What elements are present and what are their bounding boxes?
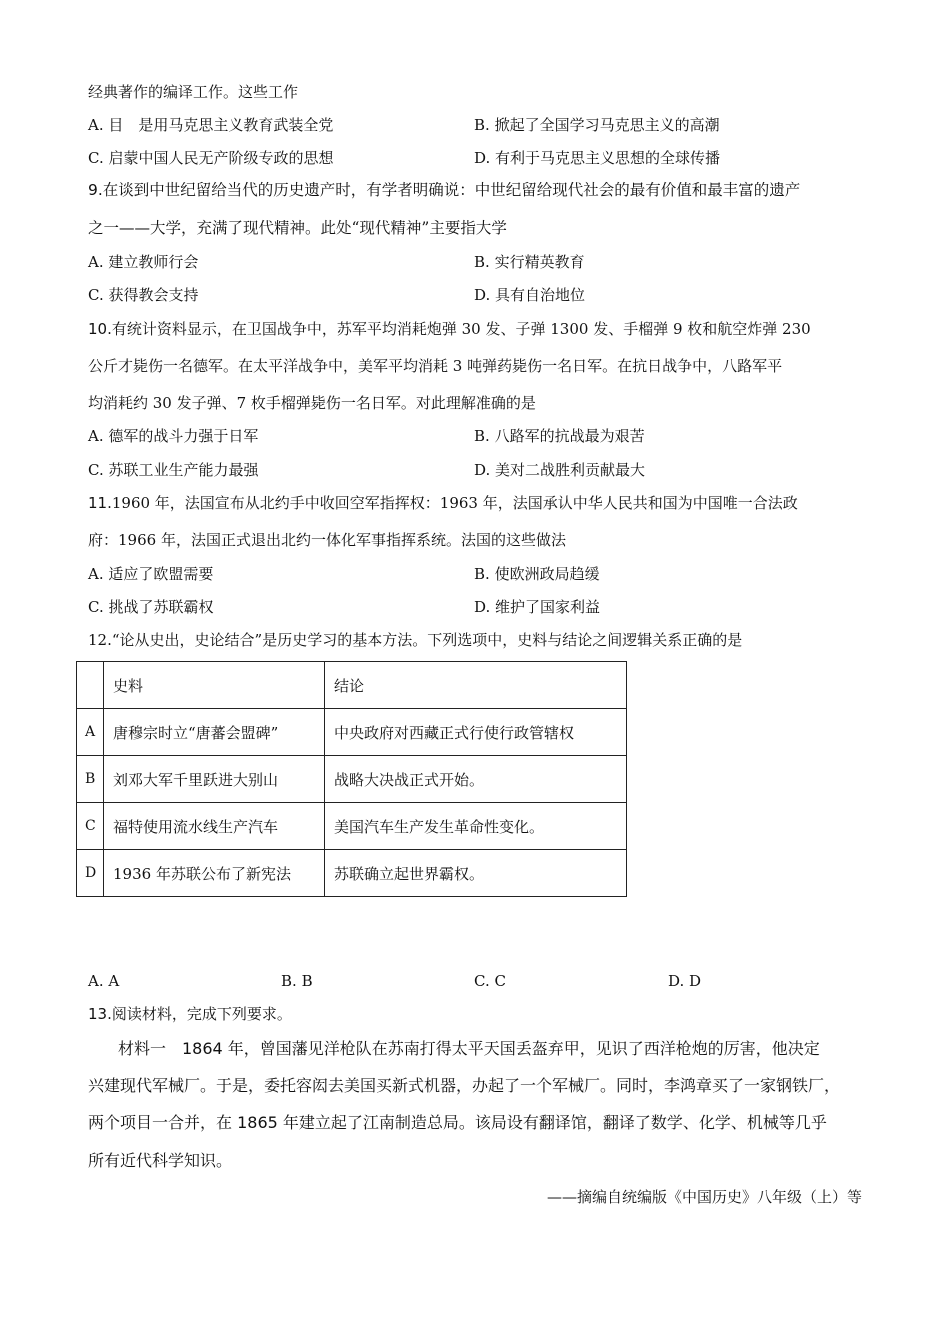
q12-option-c[interactable]: C. C	[474, 972, 506, 990]
q8-option-d[interactable]: D. 有利于马克思主义思想的全球传播	[474, 149, 721, 167]
table-cell: 苏联确立起世界霸权。	[325, 850, 627, 897]
q11-option-a[interactable]: A. 适应了欧盟需要	[88, 565, 214, 583]
q13-number: 13.	[88, 1005, 112, 1023]
q12-option-a[interactable]: A. A	[88, 972, 120, 990]
q9-option-d[interactable]: D. 具有自治地位	[474, 286, 586, 304]
q11-number: 11.	[88, 494, 112, 512]
q10-option-b[interactable]: B. 八路军的抗战最为艰苦	[474, 427, 645, 445]
q13-material-line-2: 兴建现代军械厂。于是，委托容闳去美国买新式机器，办起了一个军械厂。同时，李鸿章买了一家钢铁厂，	[88, 1076, 841, 1095]
table-row	[77, 803, 627, 850]
q9-option-c[interactable]: C. 获得教会支持	[88, 286, 199, 304]
q8-option-b[interactable]: B. 掀起了全国学习马克思主义的高潮	[474, 116, 720, 134]
q8-option-a[interactable]: A. 目 是用马克思主义教育武装全党	[88, 116, 334, 134]
table-cell: C	[77, 803, 104, 850]
q13-material-line-3: 两个项目一合并，在 1865 年建立起了江南制造总局。该局设有翻译馆，翻译了数学、化学、机械等几乎	[88, 1113, 827, 1132]
table-cell: 战略大决战正式开始。	[325, 756, 627, 803]
q9-number: 9.	[88, 181, 103, 199]
q8-continuation: 经典著作的编译工作。这些工作	[88, 83, 299, 101]
table-cell: A	[77, 709, 104, 756]
q13-stem: 13.阅读材料，完成下列要求。	[88, 1005, 292, 1023]
table-cell: 唐穆宗时立“唐蕃会盟碑”	[104, 709, 325, 756]
q9-stem-line-2: 之一——大学，充满了现代精神。此处“现代精神”主要指大学	[88, 219, 507, 237]
table-cell: D	[77, 850, 104, 897]
q12-option-b[interactable]: B. B	[281, 972, 313, 990]
q10-stem-line-2: 公斤才毙伤一名德军。在太平洋战争中，美军平均消耗 3 吨弹药毙伤一名日军。在抗日战争中，八路军平	[88, 357, 783, 375]
q9-stem-line-1: 9.在谈到中世纪留给当代的历史遗产时，有学者明确说：中世纪留给现代社会的最有价值和最丰富的遗产	[88, 181, 801, 199]
q11-stem-line-2: 府：1966 年，法国正式退出北约一体化军事指挥系统。法国的这些做法	[88, 531, 566, 549]
q12-stem: 12.“论从史出，史论结合”是历史学习的基本方法。下列选项中，史料与结论之间逻辑关系正确的是	[88, 631, 743, 649]
table-header-cell: 结论	[325, 662, 627, 709]
q12-option-d[interactable]: D. D	[668, 972, 702, 990]
q11-option-b[interactable]: B. 使欧洲政局趋缓	[474, 565, 600, 583]
table-cell: 1936 年苏联公布了新宪法	[104, 850, 325, 897]
q10-option-c[interactable]: C. 苏联工业生产能力最强	[88, 461, 259, 479]
table-header-cell	[77, 662, 104, 709]
q13-material-line-4: 所有近代科学知识。	[88, 1151, 233, 1170]
q11-option-c[interactable]: C. 挑战了苏联霸权	[88, 598, 214, 616]
q10-stem-line-1: 10.有统计资料显示，在卫国战争中，苏军平均消耗炮弹 30 发、子弹 1300 发、手榴弹 9 枚和航空炸弹 230	[88, 320, 811, 338]
table-cell: 美国汽车生产发生革命性变化。	[325, 803, 627, 850]
q11-option-d[interactable]: D. 维护了国家利益	[474, 598, 601, 616]
table-header-cell: 史料	[104, 662, 325, 709]
table-cell: B	[77, 756, 104, 803]
q13-material-line-1: 材料一 1864 年，曾国藩见洋枪队在苏南打得太平天国丢盔弃甲，见识了西洋枪炮的厉害，他决定	[118, 1039, 820, 1058]
q13-source-citation: ——摘编自统编版《中国历史》八年级（上）等	[546, 1188, 862, 1206]
table-row	[77, 756, 627, 803]
q10-number: 10.	[88, 320, 112, 338]
table-row	[77, 850, 627, 897]
table-header-row	[77, 662, 627, 709]
table-cell: 福特使用流水线生产汽车	[104, 803, 325, 850]
q10-option-a[interactable]: A. 德军的战斗力强于日军	[88, 427, 259, 445]
table-cell: 中央政府对西藏正式行使行政管辖权	[325, 709, 627, 756]
q10-option-d[interactable]: D. 美对二战胜利贡献最大	[474, 461, 646, 479]
q8-option-c[interactable]: C. 启蒙中国人民无产阶级专政的思想	[88, 149, 334, 167]
q12-evidence-table	[76, 661, 627, 897]
q9-option-b[interactable]: B. 实行精英教育	[474, 253, 585, 271]
q9-option-a[interactable]: A. 建立教师行会	[88, 253, 199, 271]
table-cell: 刘邓大军千里跃进大别山	[104, 756, 325, 803]
table-row	[77, 709, 627, 756]
q10-stem-line-3: 均消耗约 30 发子弹、7 枚手榴弹毙伤一名日军。对此理解准确的是	[88, 394, 536, 412]
q11-stem-line-1: 11.1960 年，法国宣布从北约手中收回空军指挥权：1963 年，法国承认中华人民共和国为中国唯一合法政	[88, 494, 798, 512]
